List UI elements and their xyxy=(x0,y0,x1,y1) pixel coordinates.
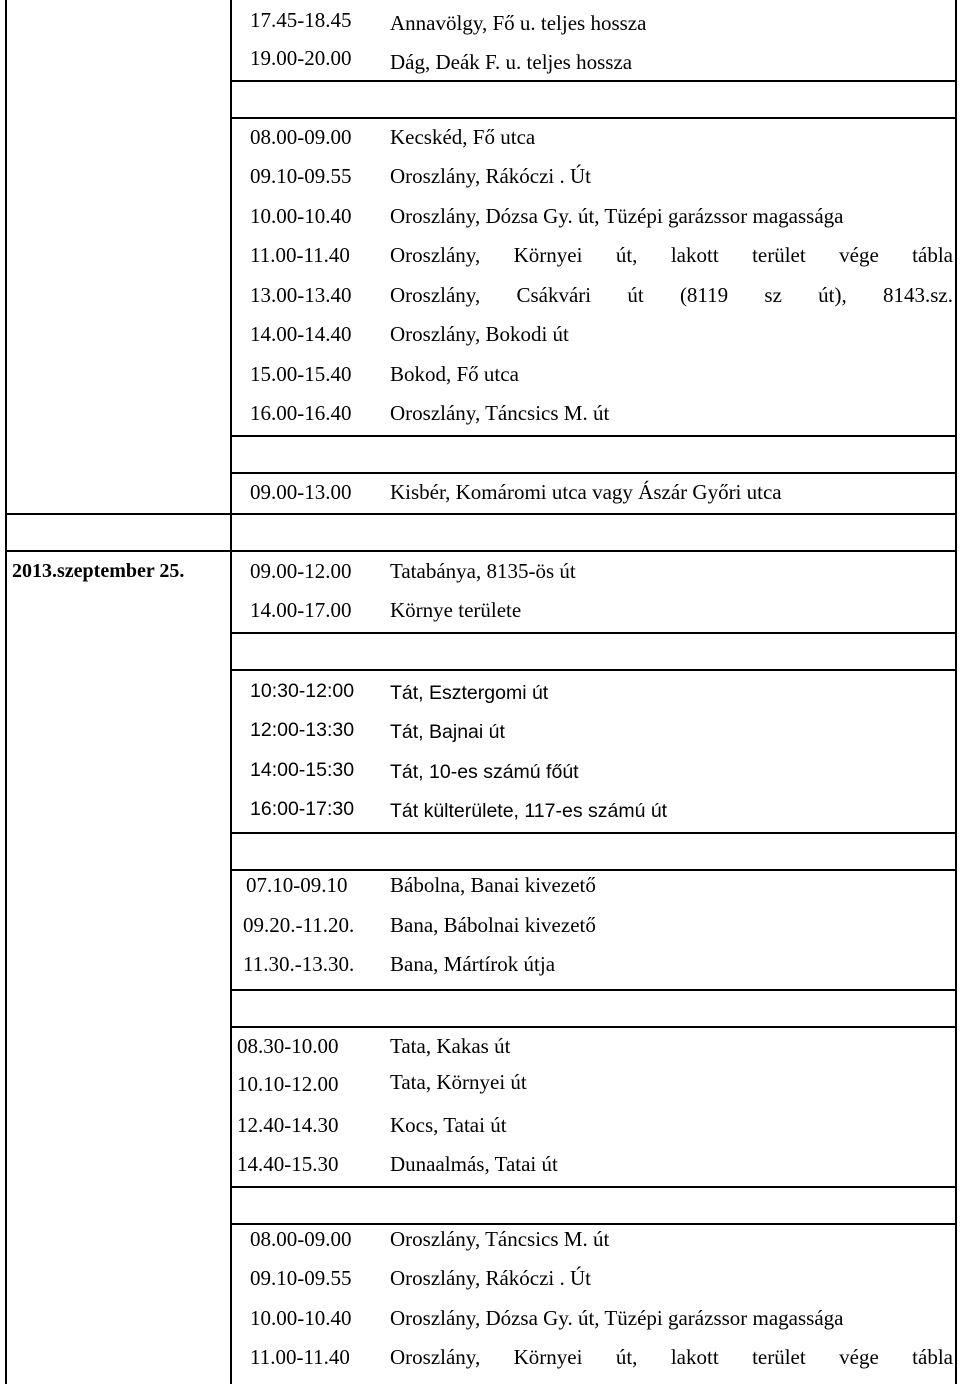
location: Bana, Bábolnai kivezető xyxy=(390,913,596,937)
location: Tát külterülete, 117-es számú út xyxy=(390,800,668,822)
location: Tatabánya, 8135-ös út xyxy=(390,559,576,583)
location: Dág, Deák F. u. teljes hossza xyxy=(390,50,633,74)
time-slot: 11.00-11.40 xyxy=(250,243,350,267)
date-label: 2013.szeptember 25. xyxy=(12,560,185,582)
location: Oroszlány, Táncsics M. út xyxy=(390,1227,610,1251)
location: Bana, Mártírok útja xyxy=(390,952,556,976)
time-slot: 10.00-10.40 xyxy=(250,204,352,228)
column-divider xyxy=(230,0,232,1384)
location: Tata, Kakas út xyxy=(390,1034,511,1058)
row-divider xyxy=(230,435,957,437)
table-border-left xyxy=(5,0,7,1384)
location: Oroszlány, Dózsa Gy. út, Tüzépi garázssor magassága xyxy=(390,1306,844,1330)
location: Tát, Bajnai út xyxy=(390,721,505,743)
location: Oroszlány, Környei út, lakott terület vége tábla xyxy=(390,243,953,267)
row-divider xyxy=(230,1223,957,1225)
location: Környe területe xyxy=(390,598,522,622)
location: Kecskéd, Fő utca xyxy=(390,125,536,149)
time-slot: 09.00-13.00 xyxy=(250,480,352,504)
time-slot: 14.00-14.40 xyxy=(250,322,352,346)
time-slot: 09.00-12.00 xyxy=(250,559,352,583)
location: Bokod, Fő utca xyxy=(390,362,519,386)
row-divider xyxy=(230,632,957,634)
location: Oroszlány, Csákvári út (8119 sz út), 8143.sz. xyxy=(390,283,953,307)
location: Bábolna, Banai kivezető xyxy=(390,873,596,897)
location: Oroszlány, Környei út, lakott terület vége tábla xyxy=(390,1345,953,1369)
location: Tát, Esztergomi út xyxy=(390,682,549,704)
time-slot: 12.40-14.30 xyxy=(237,1113,339,1137)
time-slot: 14.00-17.00 xyxy=(250,598,352,622)
time-slot: 07.10-09.10 xyxy=(246,873,348,897)
time-slot: 10:30-12:00 xyxy=(250,680,355,702)
row-divider xyxy=(230,80,957,82)
row-divider xyxy=(230,472,957,474)
time-slot: 08.00-09.00 xyxy=(250,125,352,149)
row-divider xyxy=(230,869,957,871)
row-divider xyxy=(230,989,957,991)
location: Dunaalmás, Tatai út xyxy=(390,1152,558,1176)
time-slot: 15.00-15.40 xyxy=(250,362,352,386)
time-slot: 13.00-13.40 xyxy=(250,283,352,307)
time-slot: 12:00-13:30 xyxy=(250,719,355,741)
row-divider xyxy=(230,1026,957,1028)
location: Tata, Környei út xyxy=(390,1070,527,1094)
location: Annavölgy, Fő u. teljes hossza xyxy=(390,11,647,35)
time-slot: 14:00-15:30 xyxy=(250,759,355,781)
time-slot: 08.00-09.00 xyxy=(250,1227,352,1251)
location: Kocs, Tatai út xyxy=(390,1113,507,1137)
time-slot: 11.30.-13.30. xyxy=(243,952,355,976)
time-slot: 17.45-18.45 xyxy=(250,8,352,32)
location: Kisbér, Komáromi utca vagy Ászár Győri utca xyxy=(390,480,782,504)
location: Oroszlány, Táncsics M. út xyxy=(390,401,610,425)
row-divider xyxy=(5,550,957,552)
row-divider xyxy=(230,1186,957,1188)
row-divider xyxy=(230,117,957,119)
row-divider xyxy=(5,513,957,515)
time-slot: 09.20.-11.20. xyxy=(243,913,355,937)
row-divider xyxy=(230,669,957,671)
location: Oroszlány, Bokodi út xyxy=(390,322,569,346)
time-slot: 10.00-10.40 xyxy=(250,1306,352,1330)
location: Oroszlány, Rákóczi . Út xyxy=(390,1266,591,1290)
location: Oroszlány, Dózsa Gy. út, Tüzépi garázssor magassága xyxy=(390,204,844,228)
location: Tát, 10-es számú főút xyxy=(390,761,579,783)
time-slot: 11.00-11.40 xyxy=(250,1345,350,1369)
time-slot: 14.40-15.30 xyxy=(237,1152,339,1176)
table-border-right xyxy=(955,0,957,1384)
time-slot: 19.00-20.00 xyxy=(250,46,352,70)
time-slot: 09.10-09.55 xyxy=(250,164,352,188)
location: Oroszlány, Rákóczi . Út xyxy=(390,164,591,188)
time-slot: 10.10-12.00 xyxy=(237,1072,339,1096)
time-slot: 16.00-16.40 xyxy=(250,401,352,425)
row-divider xyxy=(230,832,957,834)
time-slot: 16:00-17:30 xyxy=(250,798,355,820)
time-slot: 08.30-10.00 xyxy=(237,1034,339,1058)
time-slot: 09.10-09.55 xyxy=(250,1266,352,1290)
